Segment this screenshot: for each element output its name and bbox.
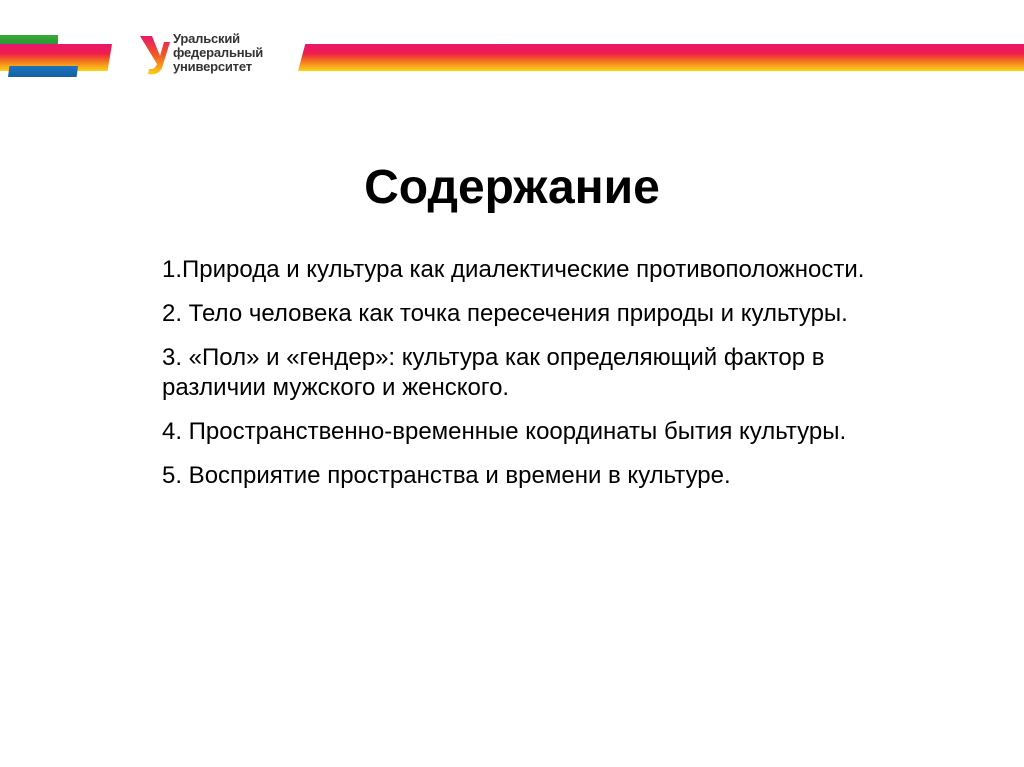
list-item: 3. «Пол» и «гендер»: культура как определяющий фактор в различии мужского и женского. (162, 344, 825, 401)
contents-list (162, 255, 882, 505)
urfu-logo-icon (140, 34, 172, 76)
list-item: 2. Тело человека как точка пересечения природы и культуры. (162, 300, 848, 327)
list-item: 4. Пространственно-временные координаты бытия культуры. (162, 418, 847, 445)
logo-line-3: университет (173, 59, 252, 74)
university-name (173, 32, 263, 74)
blue-stripe (8, 66, 78, 77)
gradient-stripe-right (298, 44, 1024, 71)
logo-line-1: Уральский (173, 31, 240, 46)
logo-line-2: федеральный (173, 45, 264, 60)
slide-title: Содержание (364, 161, 660, 214)
list-item: 5. Восприятие пространства и времени в культуре. (162, 462, 731, 489)
list-item: 1.Природа и культура как диалектические противоположности. (162, 256, 865, 283)
